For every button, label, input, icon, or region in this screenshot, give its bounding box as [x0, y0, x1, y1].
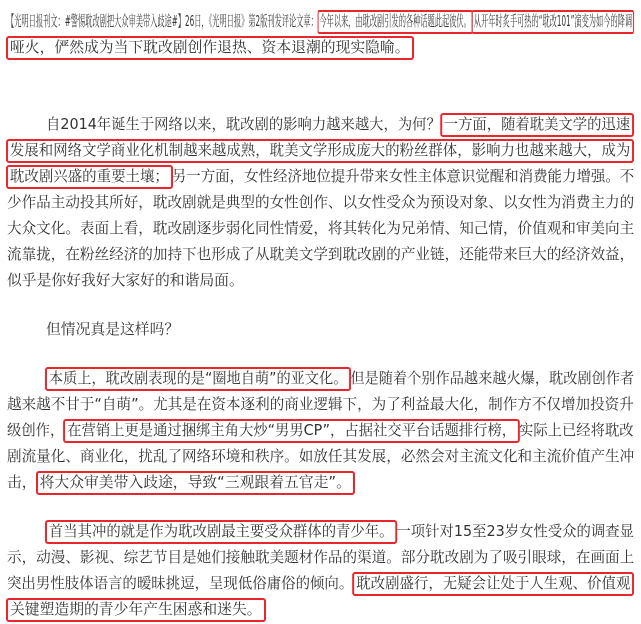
- highlighted-phrase: 从开年时炙手可热的“耽改101”演变为如今的降调: [472, 10, 634, 34]
- text-segment: 越来越不甘于“自萌”。尤其是在资本逐利的商业逻辑下，为了利益最大化，制作方不仅增加投资升: [7, 396, 634, 413]
- highlighted-phrase: 一方面，随着耽美文学的迅速: [440, 113, 634, 137]
- text-segment: 实际上已经将耽改: [519, 422, 634, 439]
- highlighted-phrase: 耽改剧兴盛的重要土壤；: [6, 165, 173, 189]
- text-segment: 击，: [7, 474, 37, 491]
- text-line: [7, 444, 634, 470]
- text-segment: 似乎是你好我好大家好的和谐局面。: [7, 272, 244, 289]
- text-segment: 少作品主动投其所好，耽改剧就是典型的女性创作、以女性受众为预设对象、以女性为消费主力的: [7, 194, 635, 211]
- text-line: [7, 242, 634, 268]
- text-segment: 突出男性肢体语言的暧昧挑逗，呈现低俗庸俗的倾向。: [7, 575, 354, 592]
- text-segment: 【光明日报刊文：#警惕耽改剧把大众审美带入歧途#】26日，《光明日报》第2版刊发评论文章：: [7, 13, 318, 30]
- text-line: [7, 268, 244, 294]
- highlighted-phrase: 将大众审美带入歧途，导致“三观跟着五官走”。: [36, 471, 355, 495]
- highlighted-phrase: 今年以来，由耽改剧引发的各种话题此起彼伏。: [317, 10, 472, 34]
- text-line: [46, 519, 634, 545]
- text-line: [46, 317, 179, 343]
- text-line: [7, 597, 265, 623]
- text-line: [7, 216, 634, 242]
- text-segment: 剧流量化、商业化，扰乱了网络环境和秩序。如放任其发展，必然会对主流文化和主流价值产生冲: [7, 448, 635, 465]
- highlighted-phrase: 关键塑造期的青少年产生困惑和迷失。: [6, 598, 266, 622]
- text-line: [46, 112, 633, 138]
- text-line: [7, 138, 633, 164]
- text-line: [7, 190, 634, 216]
- highlighted-phrase: 耽改剧盛行，无疑会让处于人生观、价值观: [352, 572, 634, 596]
- text-line: [7, 571, 633, 597]
- text-segment: 示，动漫、影视、综艺节目是她们接触耽美题材作品的渠道。部分耽改剧为了吸引眼球，在画面上: [7, 549, 635, 566]
- highlighted-phrase: 本质上，耽改剧表现的是“圈地自萌”的亚文化。: [45, 367, 351, 391]
- text-segment: 但情况真是这样吗？: [46, 321, 180, 338]
- text-segment: 但是随着个别作品越来越火爆，耽改剧创作者: [350, 370, 635, 387]
- text-line: [7, 545, 634, 571]
- text-line: [7, 392, 634, 418]
- text-segment: 流靠拢，在粉丝经济的加持下也形成了从耽美文学到耽改剧的产业链，还能带来巨大的经济效益，: [7, 246, 635, 263]
- text-line: [46, 366, 634, 392]
- text-segment: 大众文化。表面上看，耽改剧逐步弱化同性情爱，将其转化为兄弟情、知己情，价值观和审美向主: [7, 220, 635, 237]
- text-line: [7, 418, 634, 444]
- text-line: [7, 470, 354, 496]
- highlighted-phrase: 在营销上更是通过捆绑主角大炒“男男CP”，占据社交平台话题排行榜，: [63, 419, 520, 443]
- text-segment: 自2014年诞生于网络以来，耽改剧的影响力越来越大，为何？: [46, 116, 441, 133]
- highlighted-phrase: 哑火，俨然成为当下耽改剧创作退热、资本退潮的现实隐喻。: [6, 36, 414, 60]
- text-segment: 一项针对15至23岁女性受众的调查显: [396, 523, 634, 540]
- text-line: [7, 35, 413, 61]
- text-line: [7, 164, 634, 190]
- highlighted-phrase: 首当其冲的就是作为耽改剧最主要受众群体的青少年。: [45, 520, 397, 544]
- text-line: [7, 9, 634, 35]
- text-segment: 级创作，: [7, 422, 65, 439]
- text-segment: 另一方面，女性经济地位提升带来女性主体意识觉醒和消费能力增强。不: [171, 168, 635, 185]
- highlighted-phrase: 发展和网络文学商业化机制越来越成熟，耽美文学形成庞大的粉丝群体，影响力也越来越大，成为: [6, 139, 634, 163]
